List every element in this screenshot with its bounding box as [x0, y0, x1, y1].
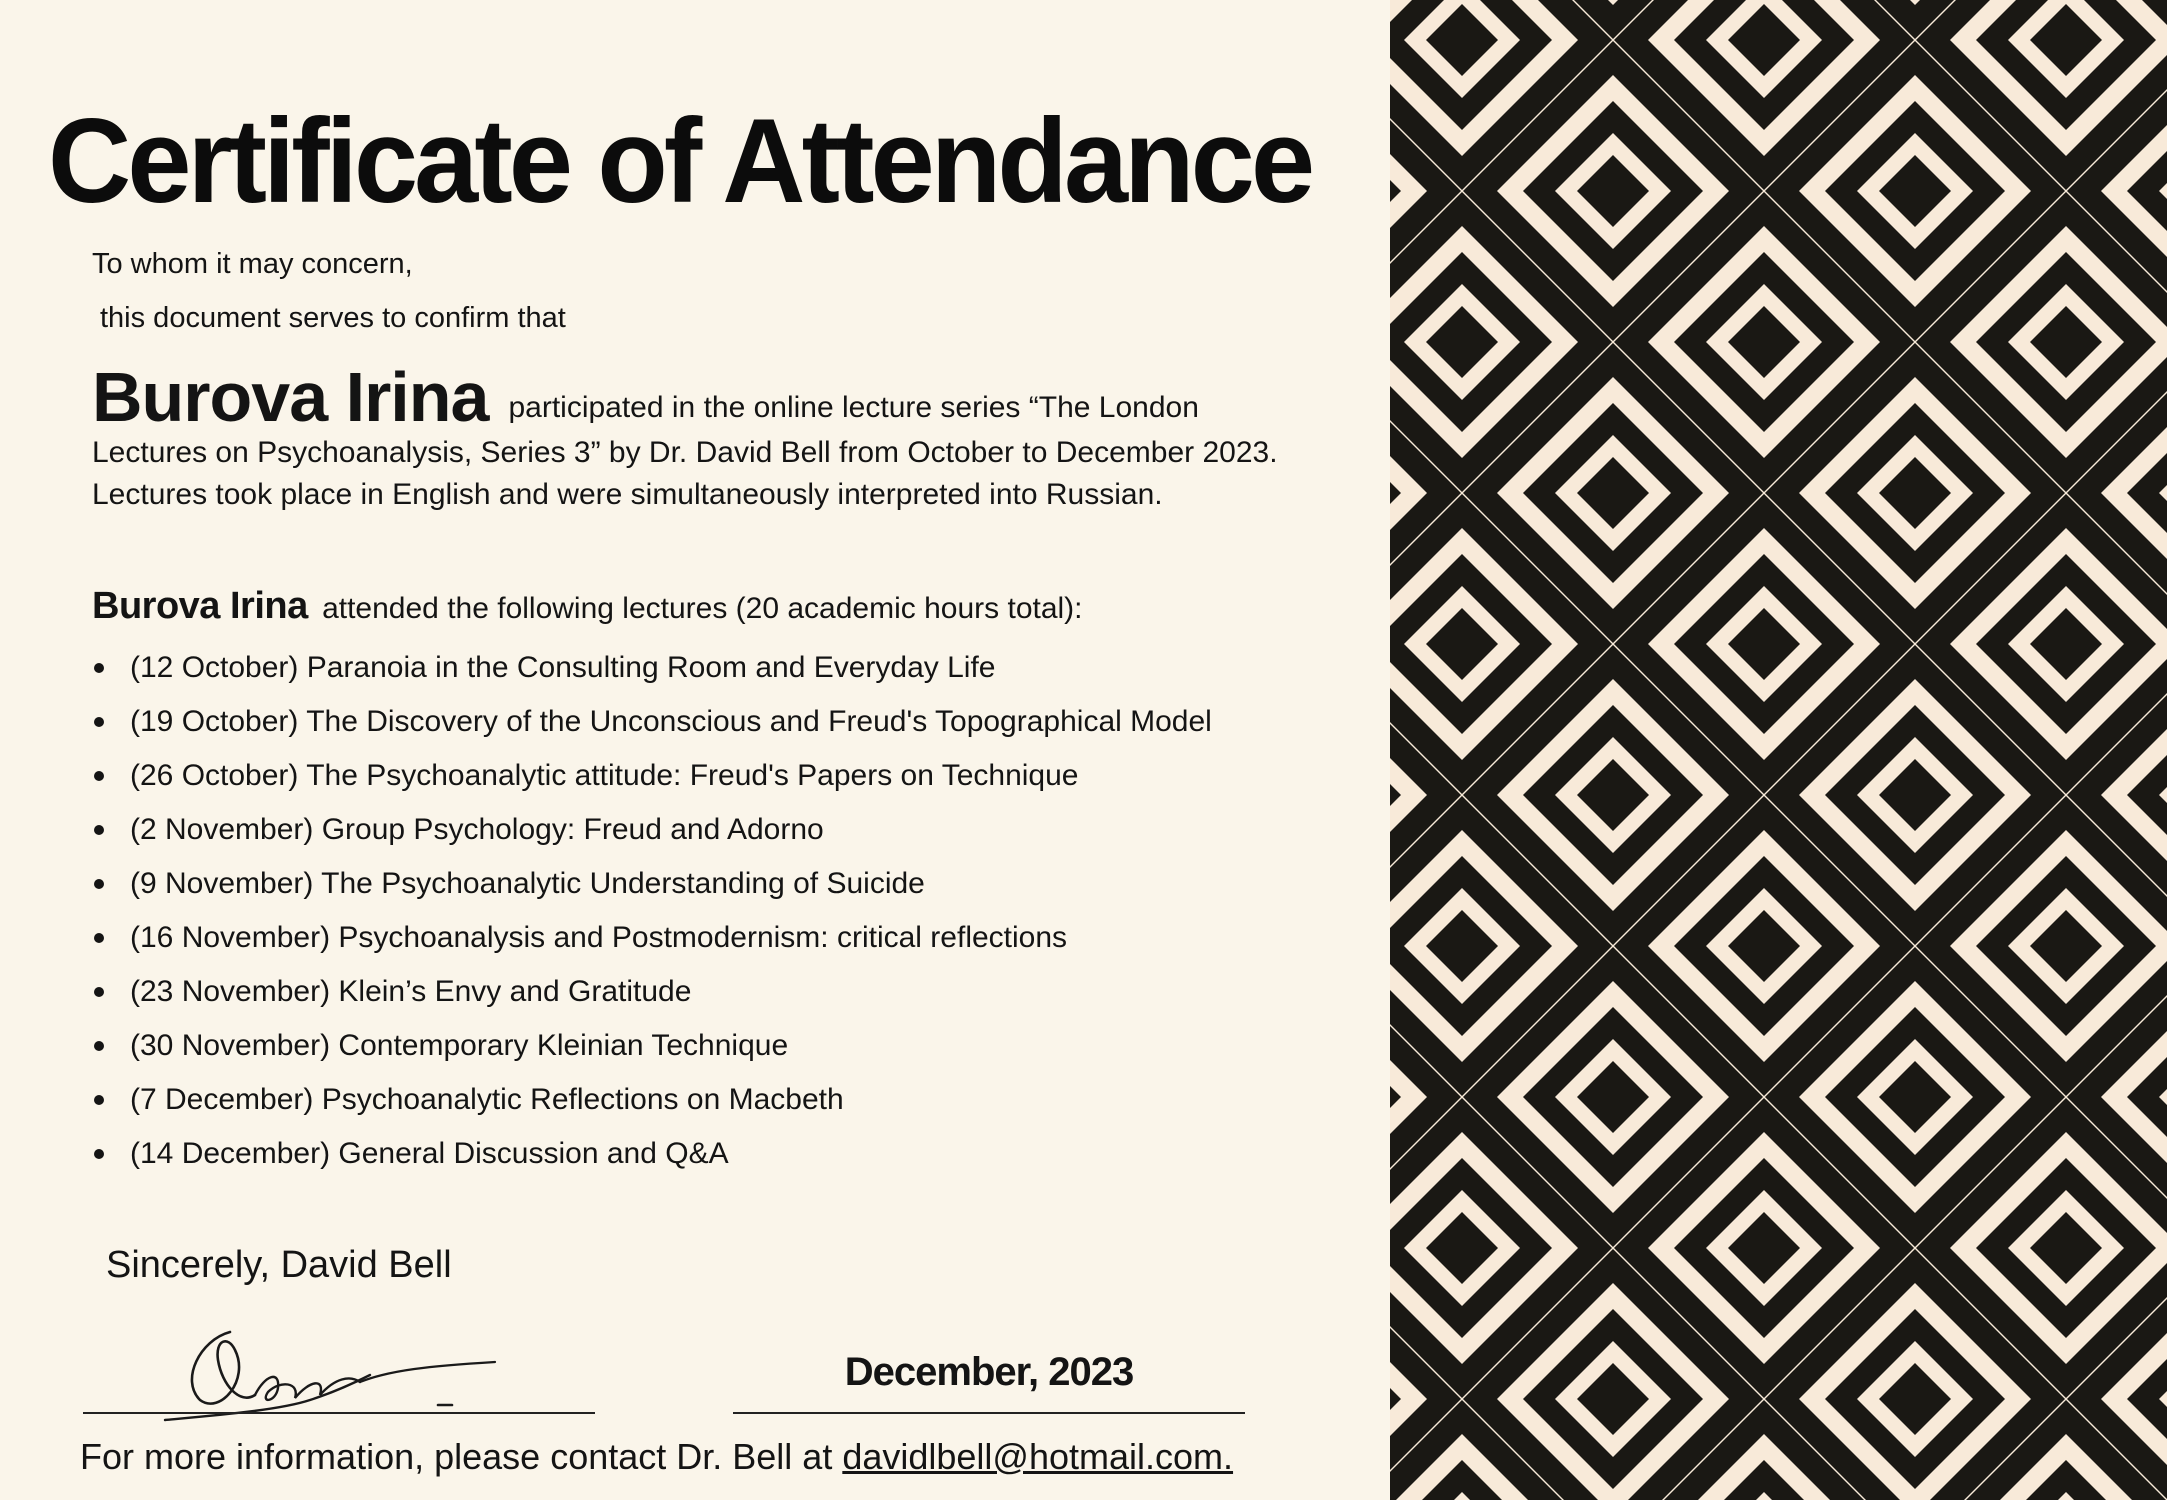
lecture-list [92, 648, 1212, 1188]
bullet-icon [94, 663, 104, 673]
lecture-text: (9 November) The Psychoanalytic Understanding of Suicide [130, 867, 925, 900]
list-item [92, 648, 1212, 702]
contact-text: For more information, please contact Dr. Bell at [80, 1436, 843, 1477]
list-item [92, 756, 1212, 810]
lecture-text: (12 October) Paranoia in the Consulting Room and Everyday Life [130, 651, 996, 684]
bullet-icon [94, 933, 104, 943]
participation-text-2: Lectures on Psychoanalysis, Series 3” by Dr. David Bell from October to December 2023. [92, 436, 1278, 469]
attended-heading [92, 585, 1083, 628]
list-item [92, 1026, 1212, 1080]
bullet-icon [94, 1149, 104, 1159]
participation-first-line [92, 358, 1382, 436]
certificate-date: December, 2023 [844, 1350, 1134, 1394]
lecture-text: (2 November) Group Psychology: Freud and Adorno [130, 813, 824, 846]
list-item [92, 918, 1212, 972]
contact-line [80, 1436, 1233, 1478]
recipient-name: Burova Irina [92, 358, 489, 436]
participation-text-3: Lectures took place in English and were simultaneously interpreted into Russian. [92, 478, 1163, 511]
participation-text-1: participated in the online lecture series “The London [508, 391, 1199, 424]
lecture-text: (7 December) Psychoanalytic Reflections on Macbeth [130, 1083, 844, 1116]
bullet-icon [94, 1041, 104, 1051]
list-item [92, 1134, 1212, 1188]
attended-text: attended the following lectures (20 academic hours total): [322, 592, 1083, 625]
participation-paragraph [92, 358, 1382, 516]
list-item [92, 864, 1212, 918]
bullet-icon [94, 717, 104, 727]
lecture-text: (16 November) Psychoanalysis and Postmodernism: critical reflections [130, 921, 1068, 954]
bullet-icon [94, 879, 104, 889]
lecture-text: (30 November) Contemporary Kleinian Technique [130, 1029, 789, 1062]
bullet-icon [94, 1095, 104, 1105]
list-item [92, 972, 1212, 1026]
signature-line [83, 1412, 595, 1414]
closing-signoff: Sincerely, David Bell [106, 1244, 452, 1286]
decorative-pattern-panel [1390, 0, 2167, 1500]
list-item [92, 1080, 1212, 1134]
lecture-text: (23 November) Klein’s Envy and Gratitude [130, 975, 692, 1008]
lecture-text: (26 October) The Psychoanalytic attitude: Freud's Papers on Technique [130, 759, 1079, 792]
bullet-icon [94, 771, 104, 781]
bullet-icon [94, 987, 104, 997]
list-item [92, 702, 1212, 756]
recipient-name-repeat: Burova Irina [92, 585, 308, 627]
confirm-line: this document serves to confirm that [100, 302, 566, 334]
diamond-pattern [1390, 0, 2167, 1500]
greeting: To whom it may concern, [92, 248, 413, 280]
lecture-text: (19 October) The Discovery of the Unconscious and Freud's Topographical Model [130, 705, 1212, 738]
certificate-title: Certificate of Attendance [48, 94, 1312, 228]
lecture-text: (14 December) General Discussion and Q&A [130, 1137, 729, 1170]
bullet-icon [94, 825, 104, 835]
date-line [733, 1412, 1245, 1414]
list-item [92, 810, 1212, 864]
contact-email-link[interactable]: davidlbell@hotmail.com. [842, 1436, 1234, 1477]
